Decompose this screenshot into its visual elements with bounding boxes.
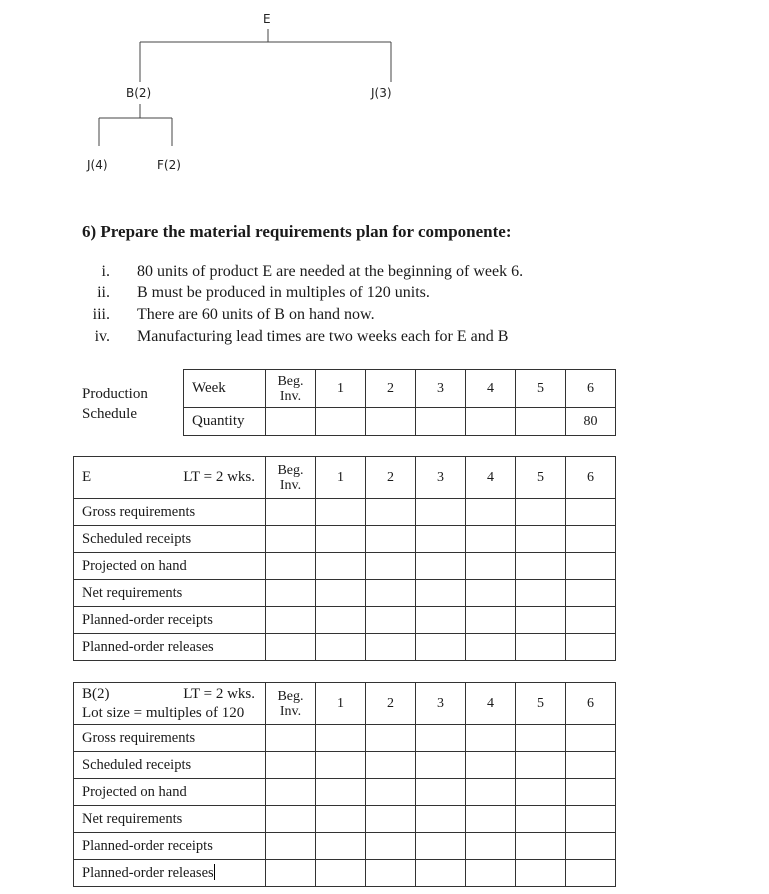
week-2-header: 2 xyxy=(366,683,416,725)
table-row: Projected on hand xyxy=(74,779,616,806)
week-header: Week xyxy=(184,370,266,408)
quantity-cell[interactable]: 80 xyxy=(566,408,616,436)
tree-node-root: E xyxy=(263,12,271,26)
quantity-label: Quantity xyxy=(184,408,266,436)
table-row: Planned-order releases xyxy=(74,860,616,887)
week-2-header: 2 xyxy=(366,370,416,408)
table-row: Planned-order releases xyxy=(74,634,616,661)
table-row: Gross requirements xyxy=(74,499,616,526)
quantity-cell[interactable] xyxy=(316,408,366,436)
week-3-header: 3 xyxy=(416,457,466,499)
beg-inv-header: Beg. Inv. xyxy=(266,370,316,408)
week-5-header: 5 xyxy=(516,370,566,408)
week-3-header: 3 xyxy=(416,370,466,408)
week-4-header: 4 xyxy=(466,683,516,725)
week-6-header: 6 xyxy=(566,457,616,499)
table-row: Projected on hand xyxy=(74,553,616,580)
week-4-header: 4 xyxy=(466,457,516,499)
quantity-cell[interactable] xyxy=(466,408,516,436)
week-6-header: 6 xyxy=(566,683,616,725)
quantity-cell[interactable] xyxy=(416,408,466,436)
table-row: Net requirements xyxy=(74,580,616,607)
table-row: Gross requirements xyxy=(74,725,616,752)
table-row: Scheduled receipts xyxy=(74,752,616,779)
item-name: B(2) xyxy=(82,685,110,702)
week-1-header: 1 xyxy=(316,370,366,408)
lot-size: Lot size = multiples of 120 xyxy=(82,704,245,721)
tree-node-f2: F(2) xyxy=(157,158,181,172)
week-4-header: 4 xyxy=(466,370,516,408)
production-schedule-table xyxy=(183,369,616,436)
tree-node-b: B(2) xyxy=(126,86,152,100)
production-schedule-label: Production Schedule xyxy=(82,386,148,422)
tree-node-j4: J(4) xyxy=(87,158,108,172)
quantity-cell[interactable] xyxy=(266,408,316,436)
week-2-header: 2 xyxy=(366,457,416,499)
e-header-label xyxy=(74,457,266,499)
week-3-header: 3 xyxy=(416,683,466,725)
lead-time: LT = 2 wks. xyxy=(183,469,255,485)
question-heading: 6) Prepare the material requirements plan for componente: xyxy=(82,222,512,241)
mrp-table-e xyxy=(73,456,616,661)
beg-inv-header: Beg. Inv. xyxy=(266,457,316,499)
text-cursor xyxy=(214,864,215,880)
beg-inv-header: Beg. Inv. xyxy=(266,683,316,725)
table-row: Net requirements xyxy=(74,806,616,833)
product-structure-tree xyxy=(0,0,769,200)
table-row: Scheduled receipts xyxy=(74,526,616,553)
tree-node-j3: J(3) xyxy=(371,86,392,100)
mrp-table-b xyxy=(73,682,616,887)
quantity-cell[interactable] xyxy=(516,408,566,436)
lead-time: LT = 2 wks. xyxy=(183,685,255,702)
b-header-label xyxy=(74,683,266,725)
week-1-header: 1 xyxy=(316,457,366,499)
quantity-cell[interactable] xyxy=(366,408,416,436)
table-row: Planned-order receipts xyxy=(74,833,616,860)
table-row: Planned-order receipts xyxy=(74,607,616,634)
item-name: E xyxy=(82,469,92,485)
week-1-header: 1 xyxy=(316,683,366,725)
week-5-header: 5 xyxy=(516,683,566,725)
week-5-header: 5 xyxy=(516,457,566,499)
week-6-header: 6 xyxy=(566,370,616,408)
